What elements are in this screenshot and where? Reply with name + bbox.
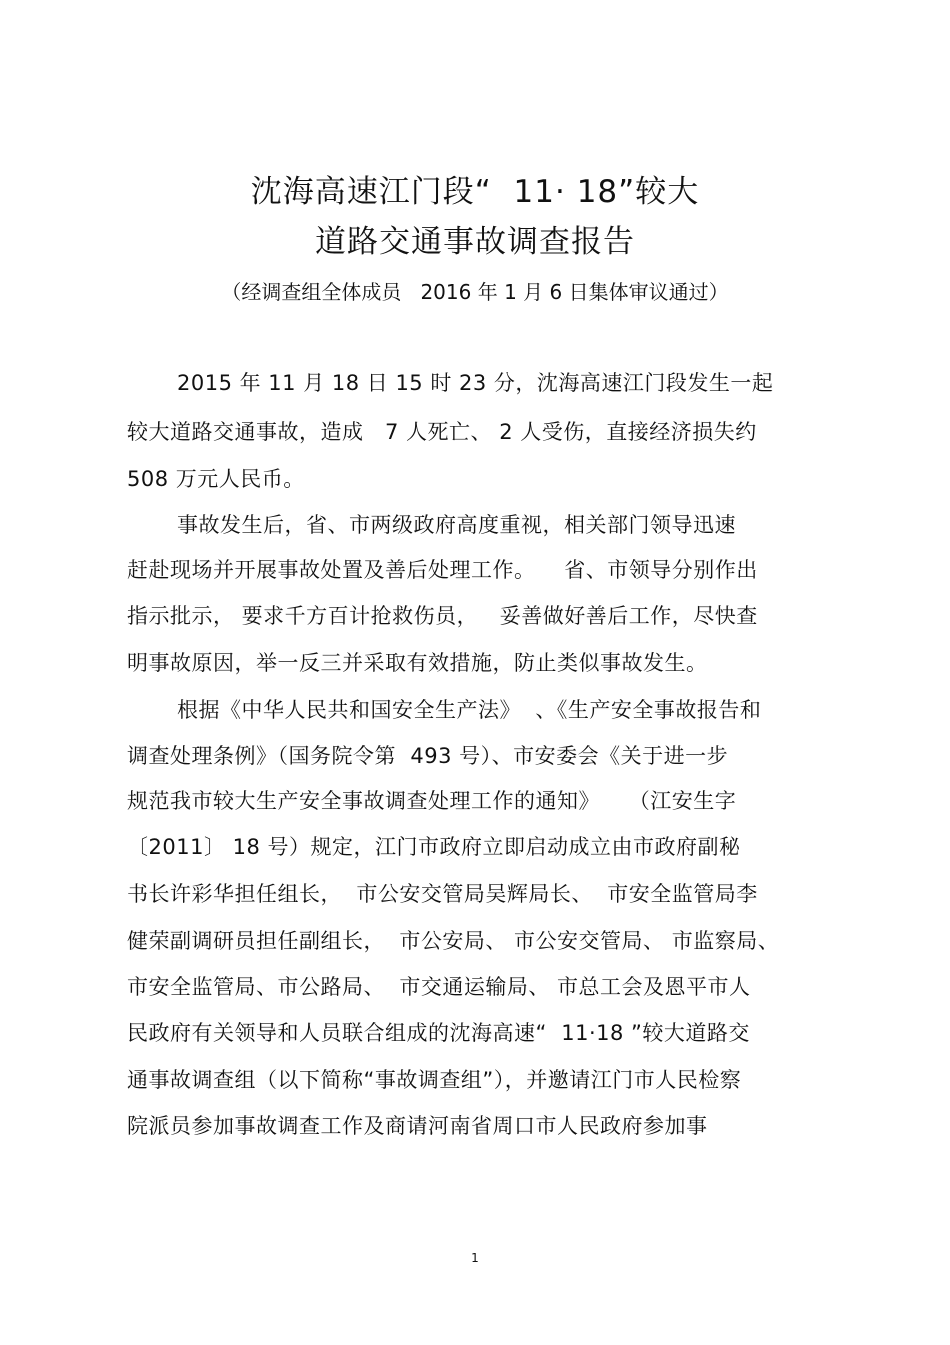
- body-line-16: 通事故调查组（以下简称“事故调查组”），并邀请江门市人民检察: [127, 1068, 742, 1092]
- body-line-10: 规范我市较大生产安全事故调查处理工作的通知》 （江安生字: [127, 789, 737, 813]
- body-line-2: 较大道路交通事故，造成 7 人死亡、 2 人受伤，直接经济损失约: [127, 420, 757, 444]
- body-line-17: 院派员参加事故调查工作及商请河南省周口市人民政府参加事: [127, 1114, 708, 1138]
- body-line-15: 民政府有关领导和人员联合组成的沈海高速“ 11·18 ”较大道路交: [127, 1021, 750, 1045]
- body-line-6: 指示批示， 要求千方百计抢救伤员， 妥善做好善后工作，尽快查: [127, 604, 758, 628]
- body-line-3: 508 万元人民币。: [127, 467, 305, 491]
- report-title-line-1: 沈海高速江门段“ 11· 18”较大: [250, 174, 700, 210]
- body-line-7: 明事故原因，举一反三并采取有效措施，防止类似事故发生。: [127, 651, 708, 675]
- body-line-5: 赶赴现场并开展事故处置及善后处理工作。 省、市领导分别作出: [127, 558, 758, 582]
- body-line-4: 事故发生后，省、市两级政府高度重视，相关部门领导迅速: [177, 513, 736, 537]
- report-title-line-2: 道路交通事故调查报告: [315, 224, 635, 260]
- body-line-14: 市安全监管局、市公路局、 市交通运输局、 市总工会及恩平市人: [127, 975, 751, 999]
- body-line-9: 调查处理条例》（国务院令第 493 号）、市安委会《关于进一步: [127, 744, 729, 768]
- page-number: 1: [471, 1251, 479, 1265]
- body-line-11: 〔2011〕 18 号）规定，江门市政府立即启动成立由市政府副秘: [127, 835, 741, 859]
- body-line-8: 根据《中华人民共和国安全生产法》 、《生产安全事故报告和: [177, 698, 762, 722]
- body-line-1: 2015 年 11 月 18 日 15 时 23 分，沈海高速江门段发生一起: [177, 371, 774, 395]
- body-line-13: 健荣副调研员担任副组长， 市公安局、 市公安交管局、 市监察局、: [127, 929, 780, 953]
- body-line-12: 书长许彩华担任组长， 市公安交管局吴辉局长、 市安全监管局李: [127, 882, 758, 906]
- report-subtitle: （经调查组全体成员 2016 年 1 月 6 日集体审议通过）: [221, 280, 729, 304]
